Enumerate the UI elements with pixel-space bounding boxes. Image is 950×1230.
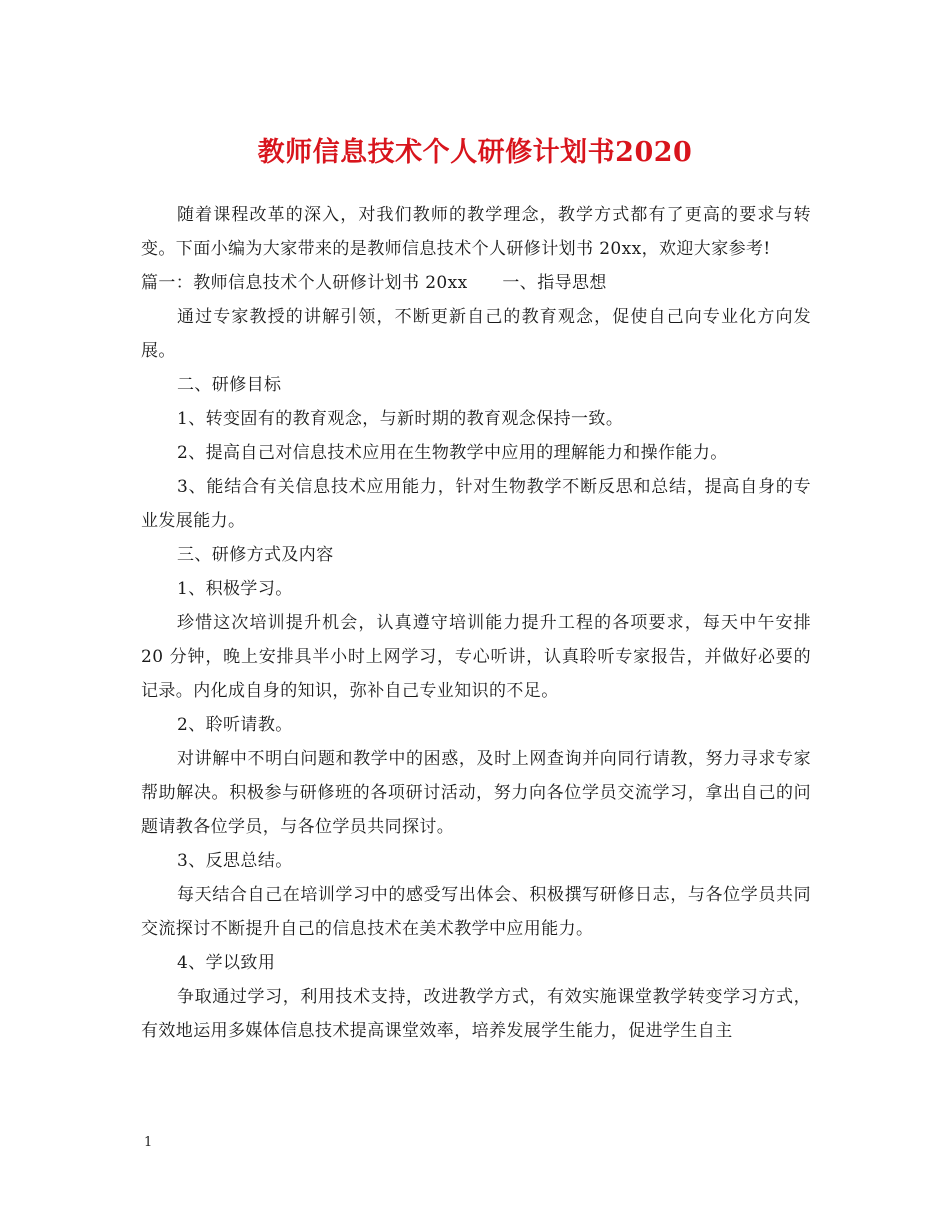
heading-research-goals: 二、研修目标 — [177, 375, 282, 395]
page-number: 1 — [144, 1135, 153, 1150]
goal-item-1: 1、转变固有的教育观念，与新时期的教育观念保持一致。 — [177, 409, 624, 429]
paragraph-guiding-thought: 通过专家教授的讲解引领，不断更新自己的教育观念，促使自己向专业化方向发展。 — [141, 307, 811, 361]
method-heading-1: 1、积极学习。 — [177, 579, 293, 599]
goal-item-2: 2、提高自己对信息技术应用在生物教学中应用的理解能力和操作能力。 — [177, 443, 728, 463]
paragraph-section-one-heading: 篇一：教师信息技术个人研修计划书 20xx 一、指导思想 — [141, 273, 607, 293]
document-title: 教师信息技术个人研修计划书2020 — [257, 137, 693, 168]
method-heading-2: 2、聆听请教。 — [177, 715, 293, 735]
method-body-1: 珍惜这次培训提升机会，认真遵守培训能力提升工程的各项要求，每天中午安排 20 分钟，晚上安排具半小时上网学习，专心听讲，认真聆听专家报告，并做好必要的记录。内化成自身的知识，弥补自己专业知识的不足。 — [141, 613, 811, 701]
method-body-3: 每天结合自己在培训学习中的感受写出体会、积极撰写研修日志，与各位学员共同交流探讨不断提升自己的信息技术在美术教学中应用能力。 — [141, 885, 811, 939]
method-heading-3: 3、反思总结。 — [177, 851, 293, 871]
goal-item-3: 3、能结合有关信息技术应用能力，针对生物教学不断反思和总结，提高自身的专业发展能力。 — [141, 477, 811, 531]
paragraph-intro: 随着课程改革的深入，对我们教师的教学理念，教学方式都有了更高的要求与转变。下面小编为大家带来的是教师信息技术个人研修计划书 20xx，欢迎大家参考! — [141, 205, 811, 259]
method-body-2: 对讲解中不明白问题和教学中的困惑，及时上网查询并向同行请教，努力寻求专家帮助解决。积极参与研修班的各项研讨活动，努力向各位学员交流学习，拿出自己的问题请教各位学员，与各位学员共同探讨。 — [141, 749, 811, 837]
document-body — [141, 198, 811, 1048]
method-heading-4: 4、学以致用 — [177, 953, 276, 973]
heading-research-methods: 三、研修方式及内容 — [177, 545, 334, 565]
method-body-4: 争取通过学习，利用技术支持，改进教学方式，有效实施课堂教学转变学习方式，有效地运用多媒体信息技术提高课堂效率，培养发展学生能力，促进学生自主 — [141, 987, 811, 1041]
